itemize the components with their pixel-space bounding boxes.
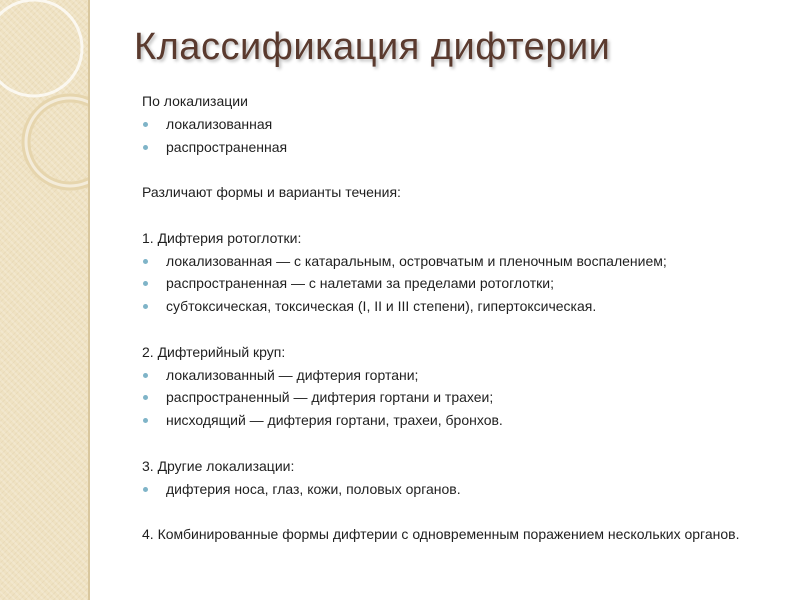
bullet-item <box>142 113 782 136</box>
bullet-dot-icon <box>143 259 148 264</box>
section-heading: Различают формы и варианты течения: <box>142 184 401 201</box>
bullet-text: локализованный — дифтерия гортани; <box>166 366 419 383</box>
bullet-text: нисходящий — дифтерия гортани, трахеи, бронхов. <box>166 412 503 429</box>
decorative-sidebar <box>0 0 88 600</box>
bullet-dot-icon <box>143 281 148 286</box>
section-heading: 1. Дифтерия ротоглотки: <box>142 229 302 246</box>
slide-title: Классификация дифтерии <box>134 26 611 68</box>
decorative-circles <box>0 0 88 600</box>
bullet-dot-icon <box>143 418 148 423</box>
blank-line <box>142 318 782 341</box>
blank-line <box>142 204 782 227</box>
sidebar-edge <box>88 0 90 600</box>
section-heading: 2. Дифтерийный круп: <box>142 343 286 360</box>
section-heading: 3. Другие локализации: <box>142 457 295 474</box>
slide-content <box>142 90 782 543</box>
bullet-item <box>142 409 782 432</box>
bullet-dot-icon <box>143 304 148 309</box>
section-heading: По локализации <box>142 93 248 109</box>
bullet-item <box>142 136 782 159</box>
bullet-item <box>142 272 782 295</box>
blank-line <box>142 158 782 181</box>
bullet-dot-icon <box>143 122 148 127</box>
blank-line <box>142 500 782 523</box>
bullet-text: дифтерия носа, глаз, кожи, половых органов. <box>166 480 461 497</box>
bullet-dot-icon <box>143 373 148 378</box>
bullet-dot-icon <box>143 145 148 150</box>
bullet-item <box>142 250 782 273</box>
blank-line <box>142 432 782 455</box>
bullet-text: субтоксическая, токсическая (I, II и III степени), гипертоксическая. <box>166 298 597 315</box>
bullet-text: распространенный — дифтерия гортани и трахеи; <box>166 389 494 406</box>
bullet-item <box>142 295 782 318</box>
paragraph-text: 4. Комбинированные формы дифтерии с одновременным поражением нескольких органов. <box>142 526 740 543</box>
bullet-text: локализованная — с катаральным, островчатым и пленочным воспалением; <box>166 252 667 269</box>
bullet-item <box>142 386 782 409</box>
bullet-item <box>142 364 782 387</box>
bullet-text: распространенная <box>166 138 288 155</box>
bullet-text: распространенная — с налетами за пределами ротоглотки; <box>166 275 554 292</box>
bullet-item <box>142 478 782 501</box>
bullet-text: локализованная <box>166 115 273 132</box>
bullet-dot-icon <box>143 487 148 492</box>
bullet-dot-icon <box>143 395 148 400</box>
